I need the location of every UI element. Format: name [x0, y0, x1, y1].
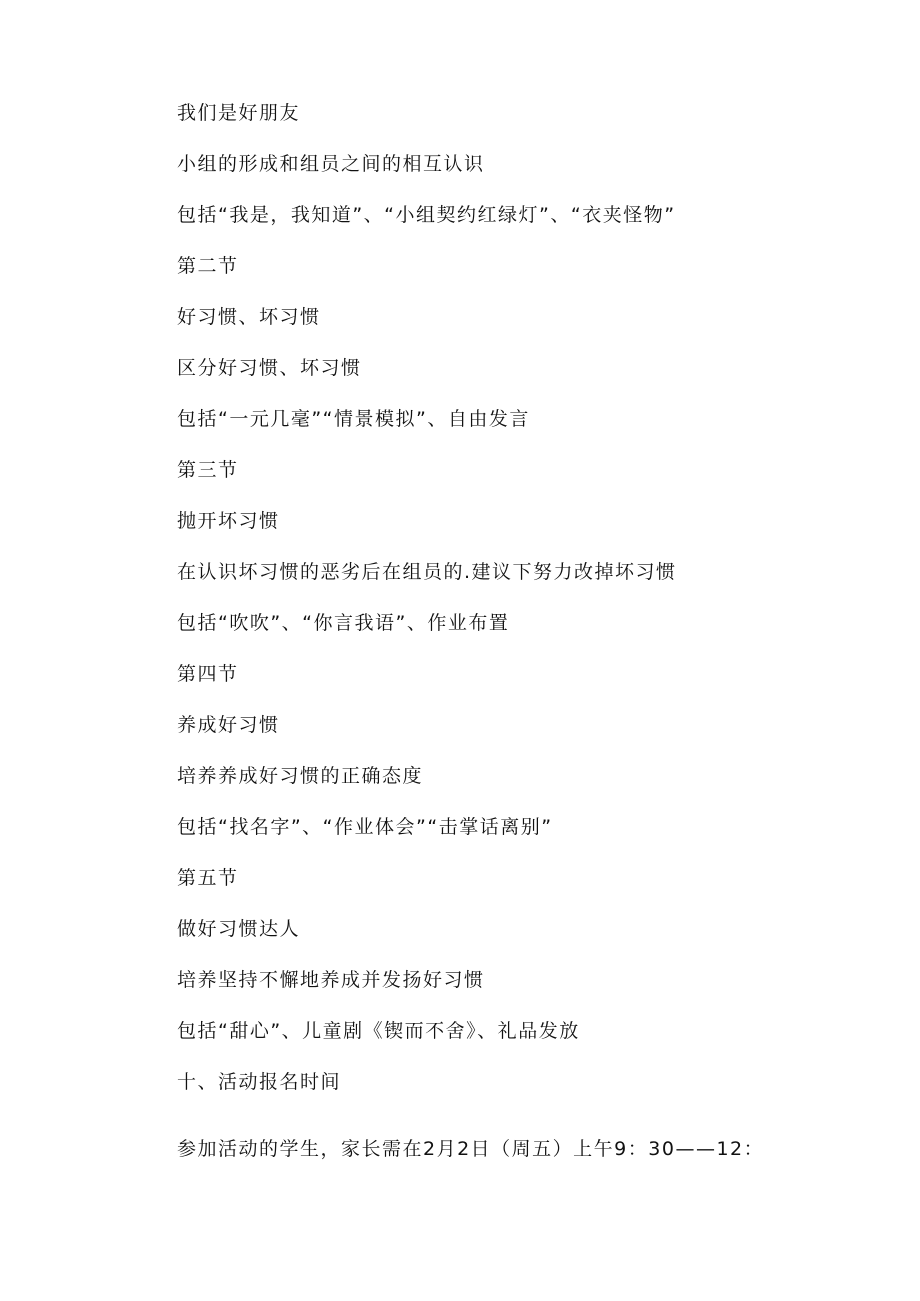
section-heading: 第二节 — [177, 255, 239, 277]
text-line: 参加活动的学生，家长需在2月2日（周五）上午9：30——12： — [177, 1138, 765, 1160]
text-line: 做好习惯达人 — [177, 918, 301, 940]
text-line: 培养养成好习惯的正确态度 — [177, 765, 424, 787]
section-heading: 十、活动报名时间 — [177, 1071, 342, 1093]
text-line: 包括“吹吹”、“你言我语”、作业布置 — [177, 612, 510, 634]
text-line: 好习惯、坏习惯 — [177, 306, 321, 328]
text-line: 小组的形成和组员之间的相互认识 — [177, 153, 485, 175]
section-heading: 第三节 — [177, 459, 239, 481]
text-line: 我们是好朋友 — [177, 102, 301, 124]
text-line: 包括“找名字”、“作业体会”“击掌话离别” — [177, 816, 553, 838]
text-line: 包括“我是，我知道”、“小组契约红绿灯”、“衣夹怪物” — [177, 204, 676, 226]
section-heading: 第五节 — [177, 867, 239, 889]
text-line: 培养坚持不懈地养成并发扬好习惯 — [177, 969, 485, 991]
text-line: 抛开坏习惯 — [177, 510, 280, 532]
text-line: 包括“甜心”、儿童剧《锲而不舍》、礼品发放 — [177, 1020, 580, 1042]
text-line: 包括“一元几毫”“情景模拟”、自由发言 — [177, 408, 530, 430]
text-line: 在认识坏习惯的恶劣后在组员的.建议下努力改掉坏习惯 — [177, 561, 677, 583]
text-line: 区分好习惯、坏习惯 — [177, 357, 362, 379]
text-line: 养成好习惯 — [177, 714, 280, 736]
section-heading: 第四节 — [177, 663, 239, 685]
